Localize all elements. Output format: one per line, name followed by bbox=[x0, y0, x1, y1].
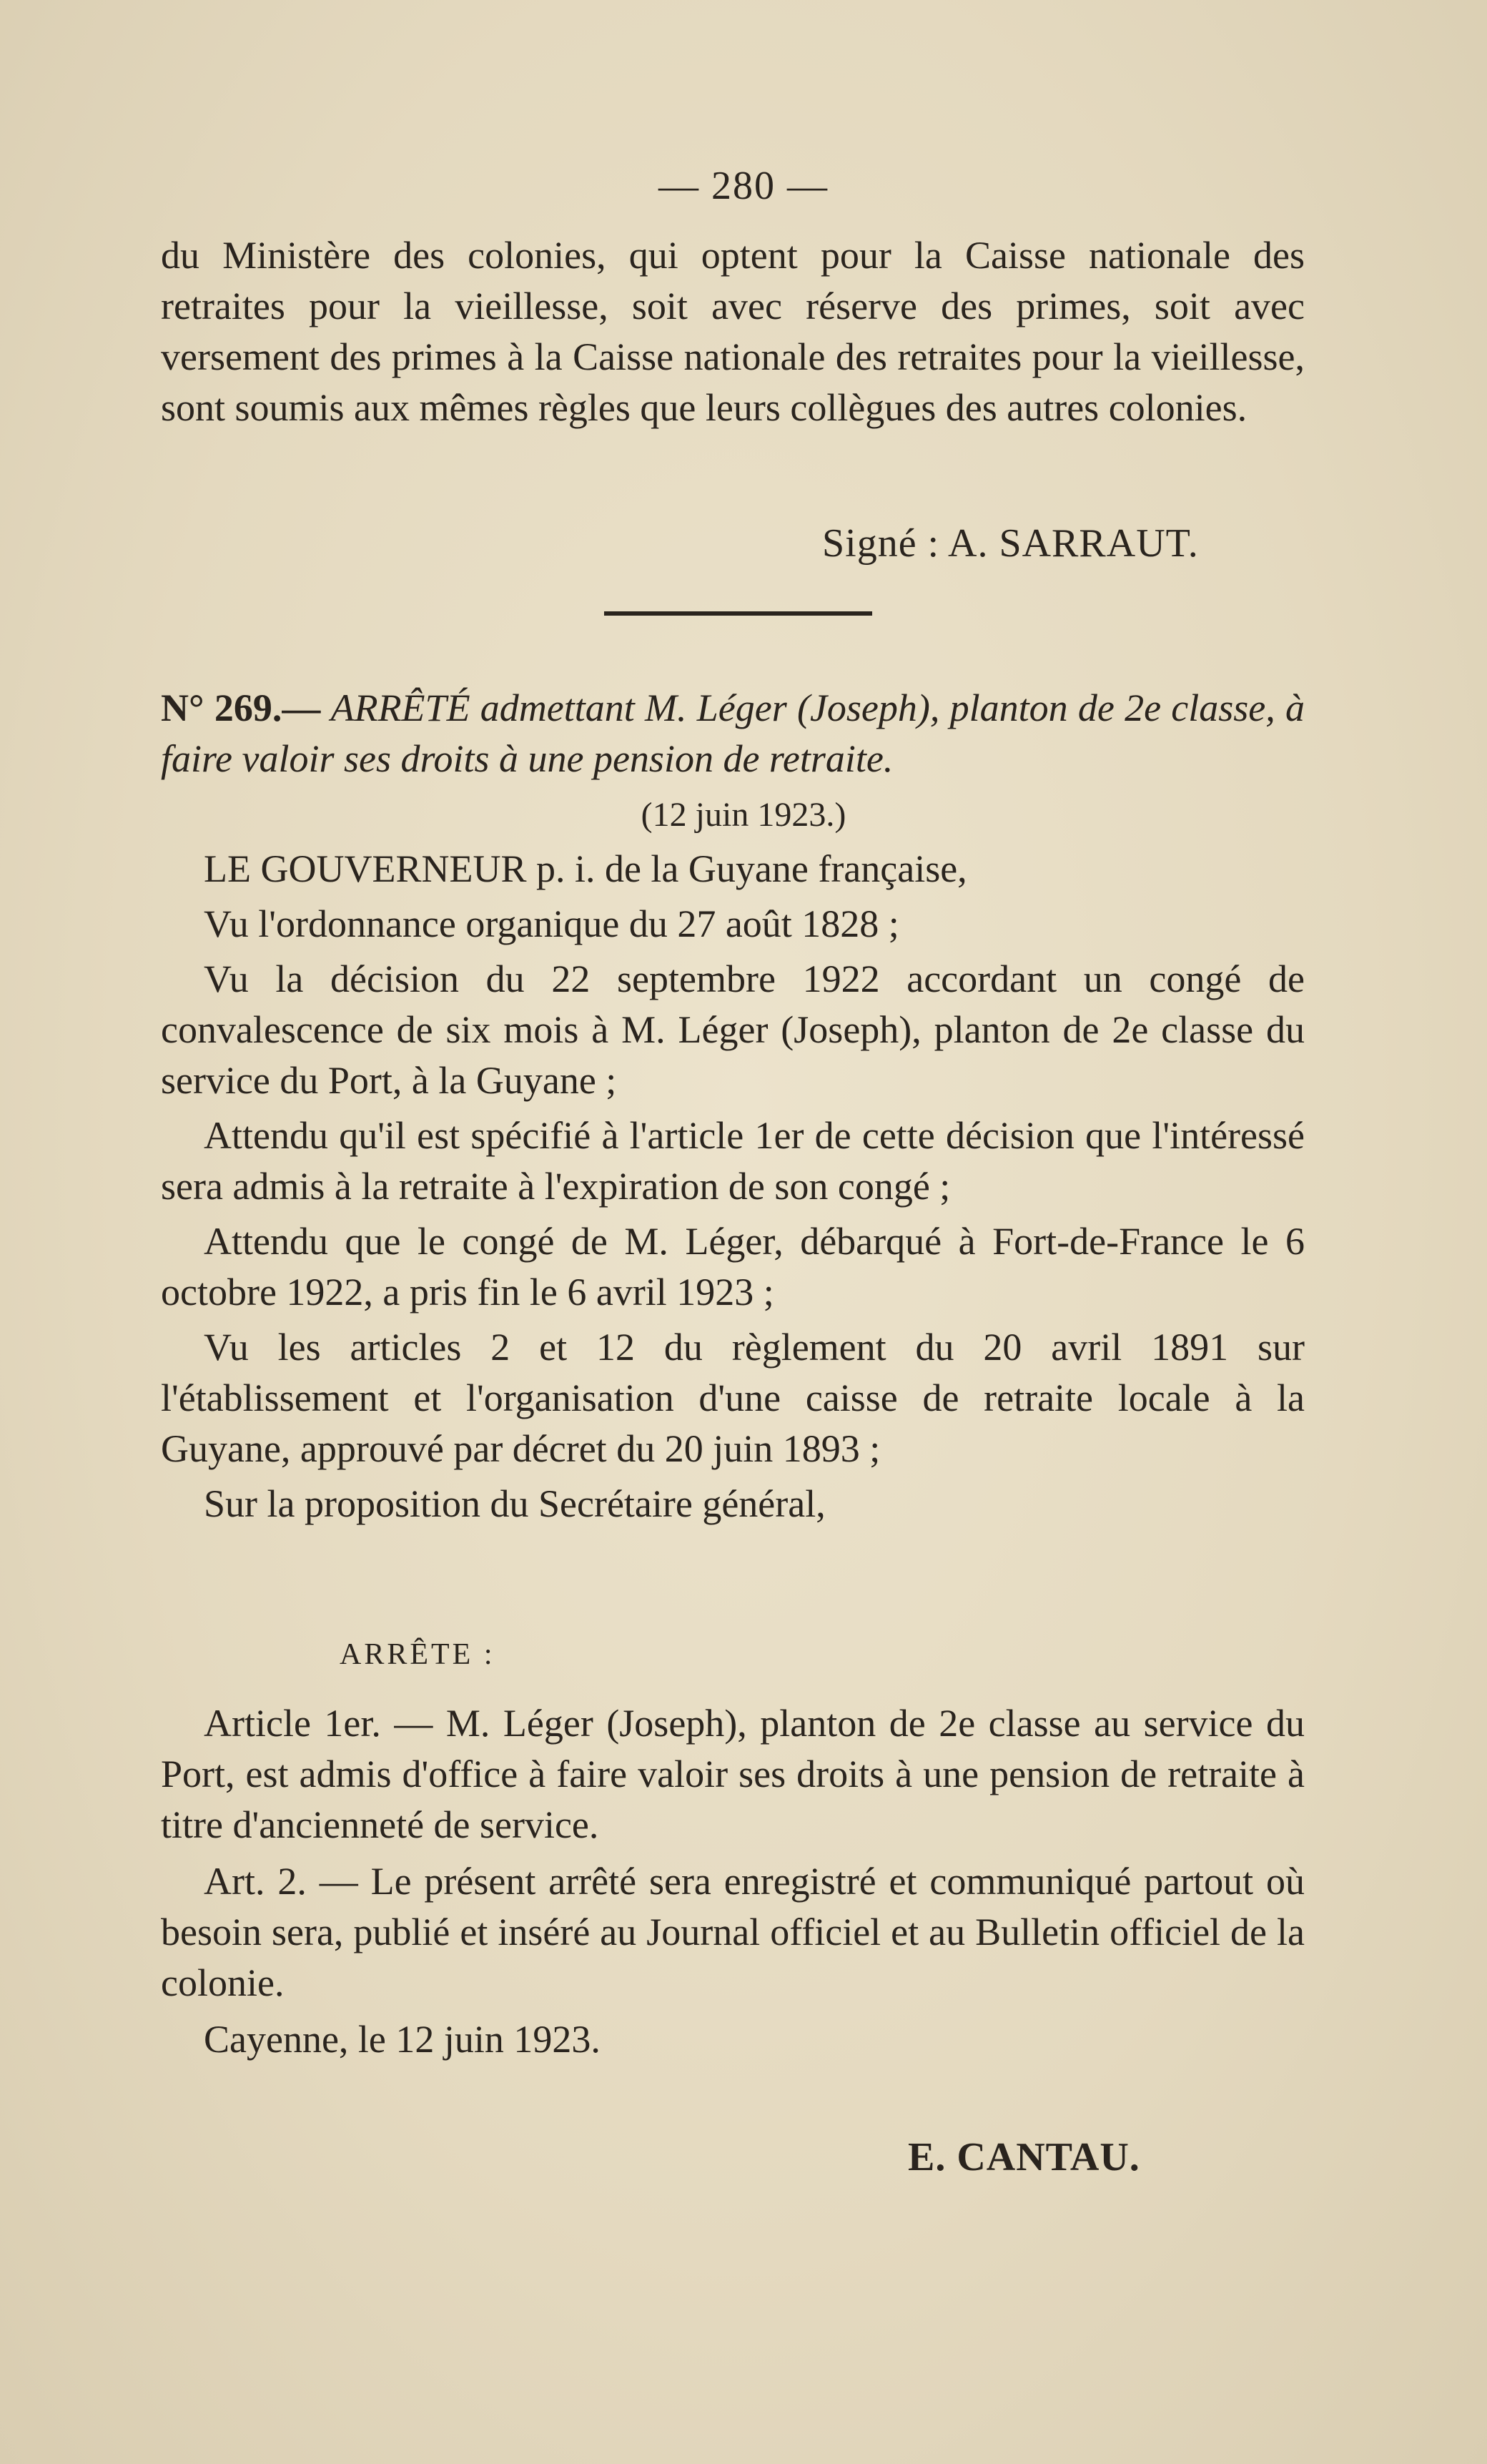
separator-rule bbox=[604, 611, 872, 616]
governor-line: LE GOUVERNEUR p. i. de la Guyane française, bbox=[204, 847, 967, 890]
intro-paragraph: du Ministère des colonies, qui optent pour la Caisse nationale des retraites pour la vieillesse, soit avec réserve des primes, soit avec versement des primes à la Caisse nationale des retraites pour la vieillesse, sont soumis aux mêmes règles que leurs collègues des autres colonies. bbox=[161, 234, 1305, 429]
decree-date: (12 juin 1923.) bbox=[641, 796, 846, 834]
signature-cantau: E. CANTAU. bbox=[908, 2135, 1140, 2179]
vu-ordonnance: Vu l'ordonnance organique du 27 août 1828 ; bbox=[204, 902, 899, 945]
signature-sarraut: Signé : A. SARRAUT. bbox=[822, 521, 1199, 566]
place-date: Cayenne, le 12 juin 1923. bbox=[204, 2018, 601, 2061]
decree-body bbox=[161, 844, 1305, 1529]
vu-reglement: Vu les articles 2 et 12 du règlement du 20 avril 1891 sur l'établissement et l'organisation d'une caisse de retraite locale à la Guyane, approuvé par décret du 20 juin 1893 ; bbox=[161, 1326, 1305, 1470]
article-2: Art. 2. — Le présent arrêté sera enregistré et communiqué partout où besoin sera, publié et inséré au Journal officiel et au Bulletin officiel de la colonie. bbox=[161, 1860, 1305, 2004]
sur-proposition: Sur la proposition du Secrétaire général, bbox=[204, 1482, 826, 1525]
vu-decision: Vu la décision du 22 septembre 1922 accordant un congé de convalescence de six mois à M. Léger (Joseph), planton de 2e classe du service du Port, à la Guyane ; bbox=[161, 957, 1305, 1102]
article-1: Article 1er. — M. Léger (Joseph), planton de 2e classe au service du Port, est admis d'office à faire valoir ses droits à une pension de retraite à titre d'ancienneté de service. bbox=[161, 1702, 1305, 1846]
articles-block bbox=[161, 1698, 1305, 2065]
page-number: — 280 — bbox=[658, 164, 829, 208]
attendu-article: Attendu qu'il est spécifié à l'article 1er de cette décision que l'intéressé sera admis à la retraite à l'expiration de son congé ; bbox=[161, 1114, 1305, 1208]
decree-heading bbox=[161, 683, 1305, 784]
decree-number: N° 269.— bbox=[161, 686, 321, 729]
arrete-heading: ARRÊTE : bbox=[340, 1638, 495, 1671]
decree-title: ARRÊTÉ admettant M. Léger (Joseph), planton de 2e classe, à faire valoir ses droits à une pension de retraite. bbox=[161, 686, 1305, 780]
attendu-conge: Attendu que le congé de M. Léger, débarqué à Fort-de-France le 6 octobre 1922, a pris fin le 6 avril 1923 ; bbox=[161, 1220, 1305, 1314]
intro-paragraph-block bbox=[161, 230, 1305, 433]
